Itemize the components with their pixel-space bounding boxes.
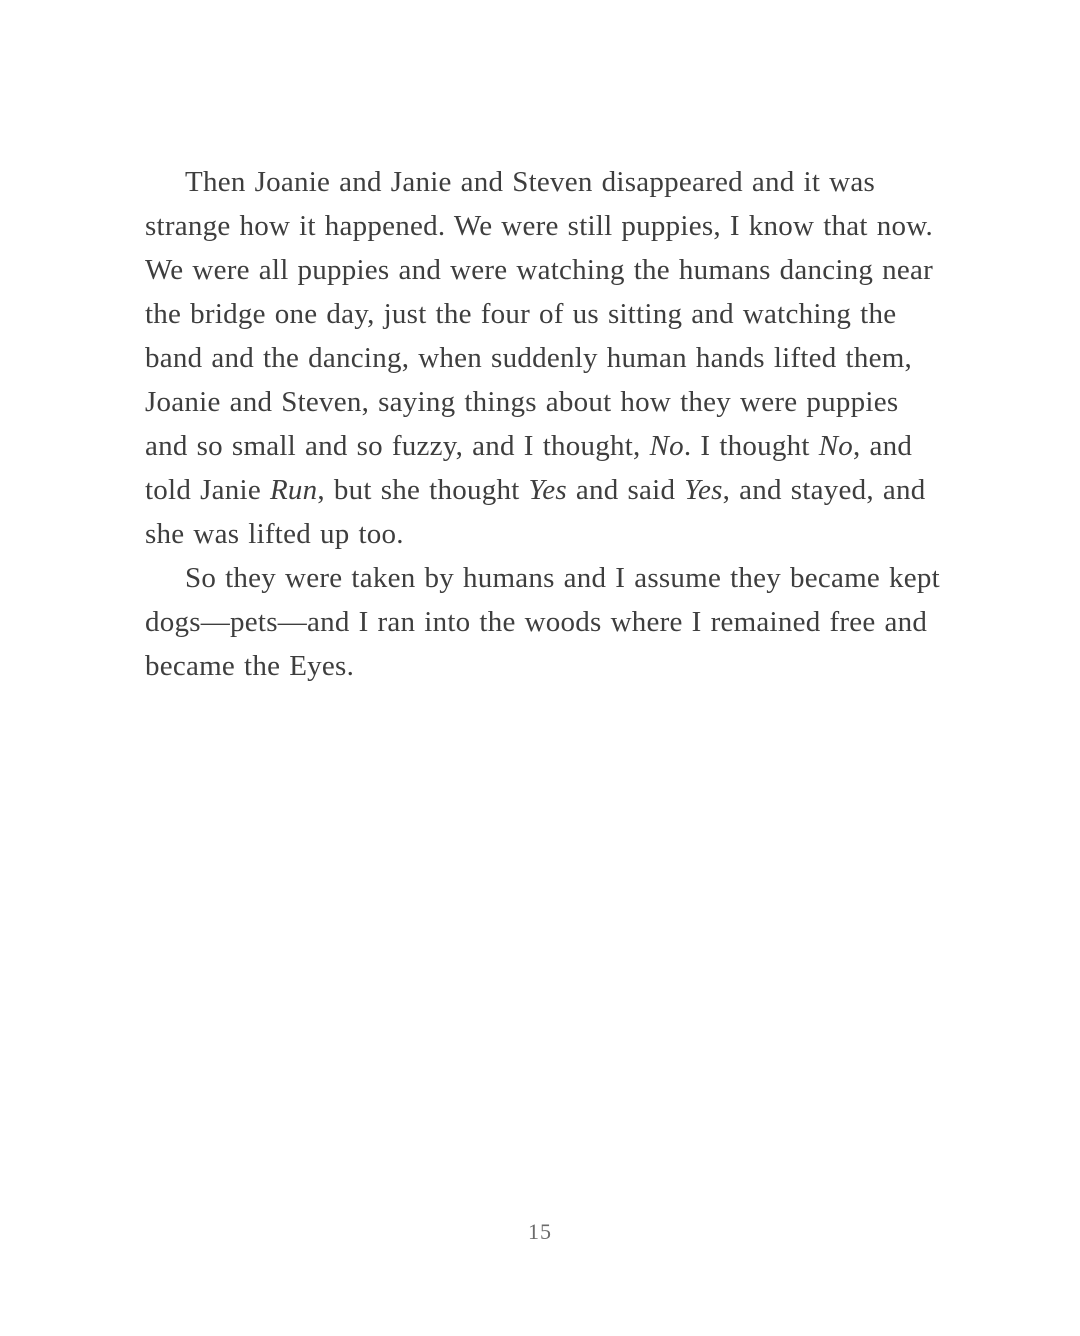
text-line [145, 556, 945, 600]
text-segment: Then Joanie and Janie and Steven disappeared and it was [185, 166, 876, 198]
text-line [145, 336, 945, 380]
text-segment: , and [853, 430, 913, 462]
text-segment: and so small and so fuzzy, and I thought, [145, 430, 650, 462]
text-segment: told Janie [145, 474, 270, 506]
italic-text-segment: Yes [684, 474, 723, 506]
text-segment: dogs—pets—and I ran into the woods where I remained free and [145, 606, 928, 638]
text-line [145, 600, 945, 644]
text-segment: band and the dancing, when suddenly human hands lifted them, [145, 342, 913, 374]
text-segment: strange how it happened. We were still puppies, I know that now. [145, 210, 934, 242]
text-line [145, 292, 945, 336]
text-line [145, 204, 945, 248]
text-line [145, 380, 945, 424]
text-segment: . I thought [683, 430, 819, 462]
page-number: 15 [528, 1219, 552, 1244]
italic-text-segment: No [649, 430, 684, 462]
page-text-block [145, 160, 945, 688]
text-segment: became the Eyes. [145, 650, 355, 682]
text-line [145, 512, 945, 556]
italic-text-segment: Run [269, 474, 318, 506]
text-segment: So they were taken by humans and I assume they became kept [185, 562, 940, 594]
text-segment: We were all puppies and were watching the humans dancing near [145, 254, 934, 286]
text-line [145, 424, 945, 468]
text-segment: the bridge one day, just the four of us sitting and watching the [145, 298, 897, 330]
italic-text-segment: Yes [528, 474, 567, 506]
text-segment: Joanie and Steven, saying things about how they were puppies [145, 386, 899, 418]
text-segment: and said [566, 474, 685, 506]
text-segment: , but she thought [317, 474, 529, 506]
text-line [145, 468, 945, 512]
text-line [145, 248, 945, 292]
italic-text-segment: No [818, 430, 854, 462]
text-line [145, 160, 945, 204]
text-segment: she was lifted up too. [145, 518, 404, 550]
text-line [145, 644, 945, 688]
text-segment: , and stayed, and [722, 474, 926, 506]
